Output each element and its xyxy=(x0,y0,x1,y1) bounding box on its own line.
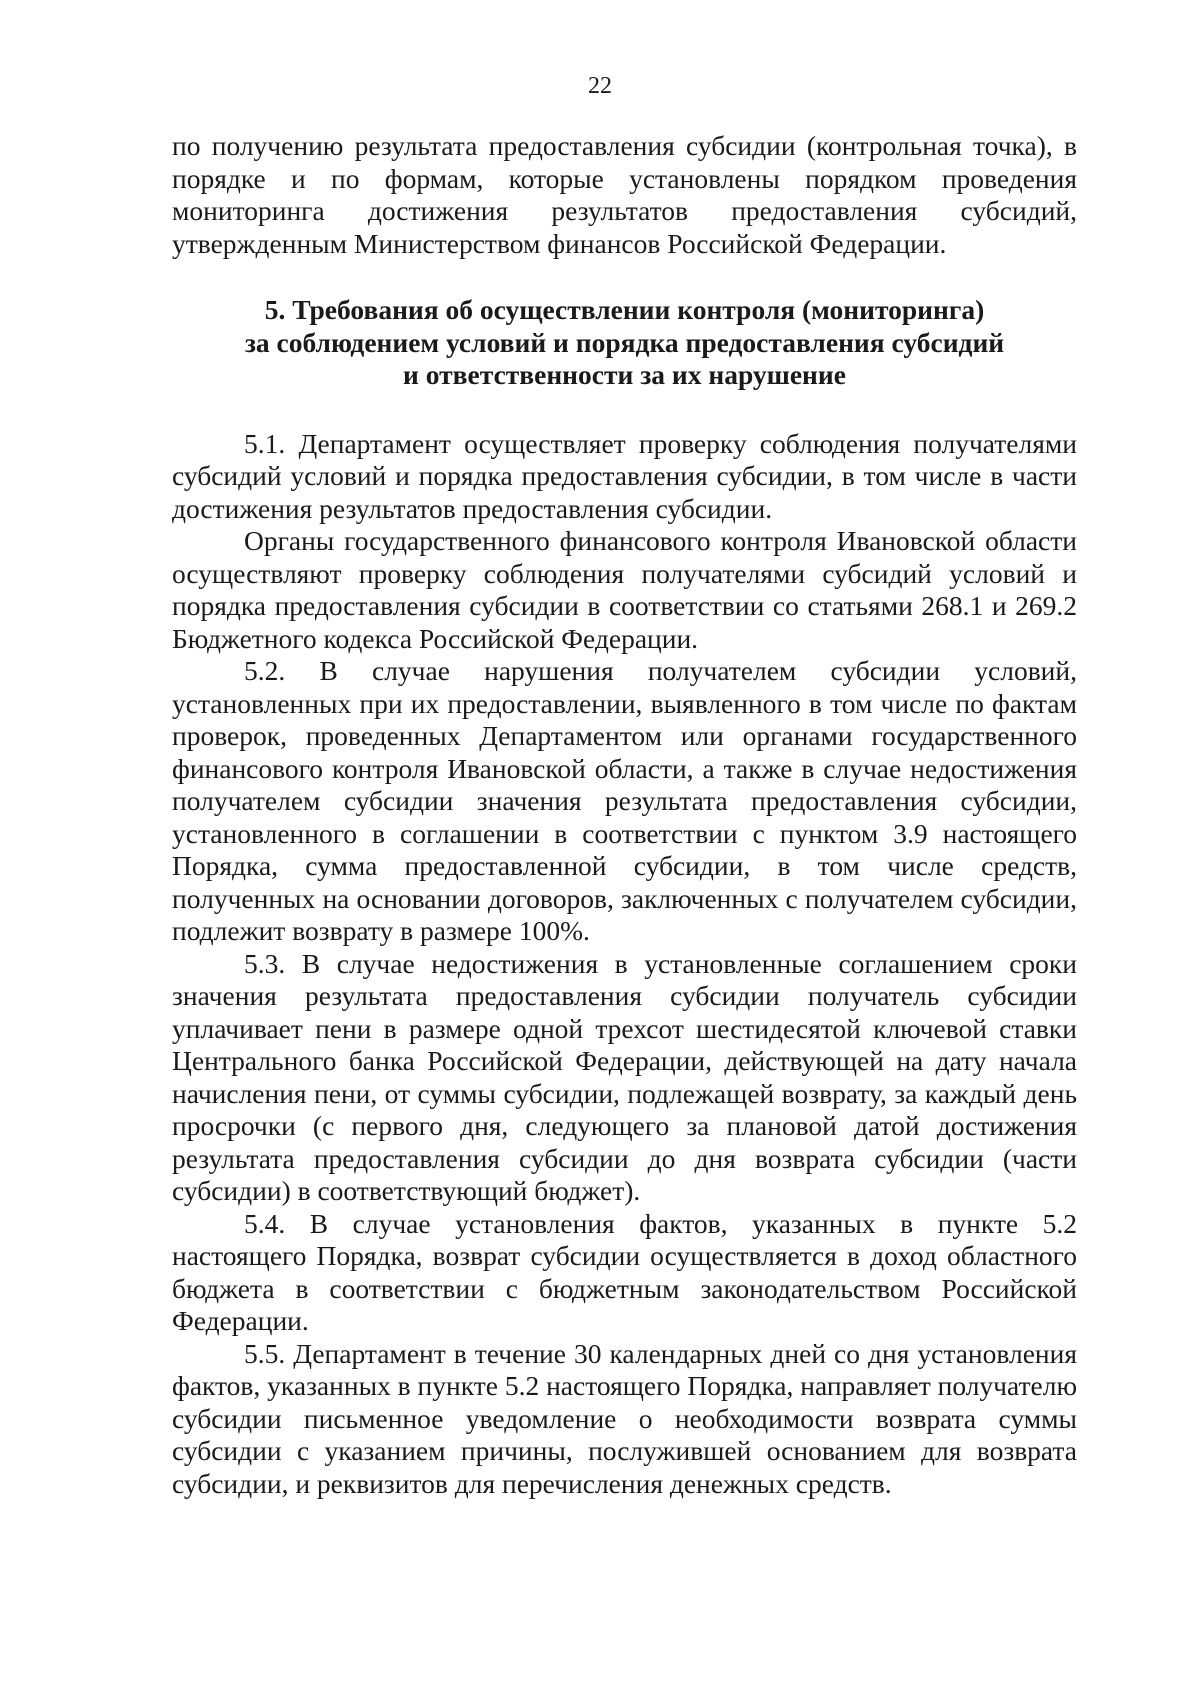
section-heading-line: 5. Требования об осуществлении контроля (мониторинга) xyxy=(264,294,985,325)
section-heading-line: за соблюдением условий и порядка предоставления субсидий xyxy=(244,326,1005,358)
document-body xyxy=(172,130,1077,1500)
intro-paragraph: по получению результата предоставления субсидии (контрольная точка), в порядке и по формам, которые установлены порядком проведения мониторинга достижения результатов предоставления субсидий, утвержденным Министерством финансов Российской Федерации. xyxy=(172,130,1077,259)
section-heading xyxy=(172,294,1077,392)
paragraph-5-3: 5.3. В случае недостижения в установленные соглашением сроки значения результата предоставления субсидии получатель субсидии уплачивает пени в размере одной трехсот шестидесятой ключевой ставки Центрального банка Российской Федерации, действующей на дату начала начисления пени, от суммы субсидии, подлежащей возврату, за каждый день просрочки (с первого дня, следующего за плановой датой достижения результата предоставления субсидии до дня возврата субсидии (части субсидии) в соответствующий бюджет). xyxy=(172,947,1077,1206)
page-number: 22 xyxy=(588,73,612,99)
paragraph-5-4: 5.4. В случае установления фактов, указанных в пункте 5.2 настоящего Порядка, возврат субсидии осуществляется в доход областного бюджета в соответствии с бюджетным законодательством Российской Федерации. xyxy=(172,1207,1077,1336)
paragraph-control-bodies: Органы государственного финансового контроля Ивановской области осуществляют проверку соблюдения получателями субсидий условий и порядка предоставления субсидии в соответствии со статьями 268.1 и 269.2 Бюджетного кодекса Российской Федерации. xyxy=(172,525,1077,654)
paragraph-5-5: 5.5. Департамент в течение 30 календарных дней со дня установления фактов, указанных в пункте 5.2 настоящего Порядка, направляет получателю субсидии письменное уведомление о необходимости возврата суммы субсидии с указанием причины, послужившей основанием для возврата субсидии, и реквизитов для перечисления денежных средств. xyxy=(172,1337,1077,1499)
paragraph-5-1: 5.1. Департамент осуществляет проверку соблюдения получателями субсидий условий и порядка предоставления субсидии, в том числе в части достижения результатов предоставления субсидии. xyxy=(172,427,1077,524)
paragraph-5-2: 5.2. В случае нарушения получателем субсидии условий, установленных при их предоставлении, выявленного в том числе по фактам проверок, проведенных Департаментом или органами государственного финансового контроля Ивановской области, а также в случае недостижения получателем субсидии значения результата предоставления субсидии, установленного в соглашении в соответствии с пунктом 3.9 настоящего Порядка, сумма предоставленной субсидии, в том числе средств, полученных на основании договоров, заключенных с получателем субсидии, подлежит возврату в размере 100%. xyxy=(172,655,1077,946)
section-heading-line: и ответственности за их нарушение xyxy=(403,359,846,390)
